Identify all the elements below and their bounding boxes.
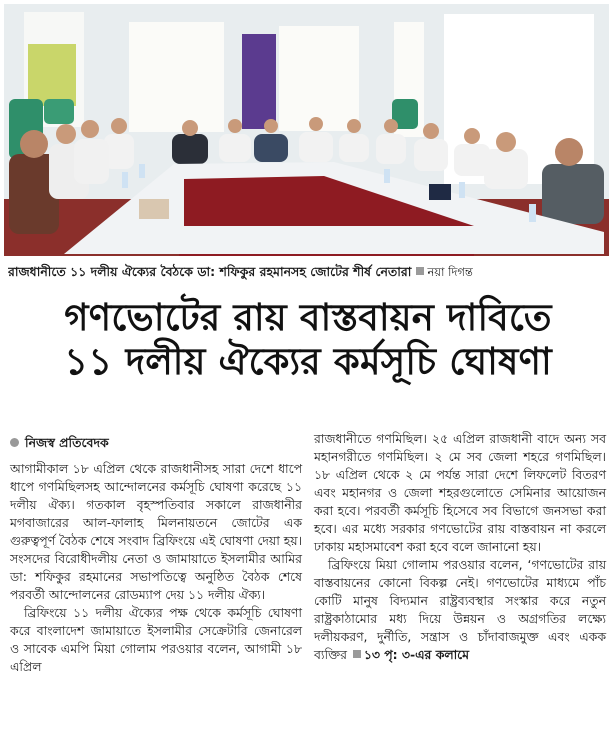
news-photo: [4, 4, 609, 256]
person-front-right: [542, 164, 604, 224]
article-paragraph: রাজধানীতে গণমিছিল। ২৫ এপ্রিল রাজধানী বাদে অন্য সব মহানগরীতে গণমিছিল। ২ মে সব জেলা শহরে গণমিছিল। ১৮ এপ্রিল থেকে ২ মে পর্যন্ত সারা দেশে লিফলেট বিতরণ এবং মহানগর ও জেলা শহরগুলোতে সেমিনার আয়োজন করা হবে। পরবর্তী কর্মসূচি হিসেবে সব বিভাগে জনসভা করা হবে। এর মধ্যে সরকার গণভোটের রায় বাস্তবায়ন না করলে ঢাকায় মহাসমাবেশ করা হবে বলে জানানো হয়।: [314, 431, 606, 554]
curtain-1: [129, 22, 224, 132]
photo-caption: [8, 262, 608, 282]
continuation-jump[interactable]: [351, 647, 469, 662]
article-column-right: [314, 430, 606, 664]
curtain-2: [279, 26, 359, 131]
wall-poster: [28, 44, 76, 106]
meeting-photo-illustration: [4, 4, 609, 256]
square-bullet-icon: [416, 267, 424, 275]
jump-text: ১৩ পৃ: ৩-এর কলামে: [363, 647, 470, 662]
article-paragraph: আগামীকাল ১৮ এপ্রিল থেকে রাজধানীসহ সারা দেশে ধাপে ধাপে গণমিছিলসহ আন্দোলনের কর্মসূচি ঘোষণা করেছে ১১ দলীয় ঐক্য। গতকাল বৃহস্পতিবার সকালে রাজধানীর মগবাজারের আল-ফালাহ মিলনায়তনে জোটের এক গুরুত্বপূর্ণ বৈঠক শেষে সংবাদ ব্রিফিংয়ে এই ঘোষণা দেয়া হয়। সংসদের বিরোধীদলীয় নেতা ও জামায়াতে ইসলামীর আমির ডা: শফিকুর রহমানের সভাপতিত্বে অনুষ্ঠিত বৈঠক শেষে পরবর্তী আন্দোলনের রোডম্যাপ দেয় ১১ দলীয় ঐক্য।: [10, 461, 302, 602]
article-paragraph-text: ব্রিফিংয়ে মিয়া গোলাম পরওয়ার বলেন, ‘গণভোটের রায় বাস্তবায়নের কোনো বিকল্প নেই। গণভোটের মাধ্যমে পাঁচ কোটি মানুষ বিদ্যমান রাষ্ট্রব্যবস্থার সংস্কার করে নতুন রাষ্ট্রকাঠামোর মধ্য দিয়ে উন্নয়ন ও অগ্রগতির লক্ষ্যে দলীয়করণ, দুর্নীতি, সন্ত্রাস ও চাঁদাবাজমুক্ত এবং একক ব্যক্তির: [314, 557, 606, 662]
bullet-dot-icon: [10, 438, 19, 447]
headline-line-2: ১১ দলীয় ঐক্যের কর্মসূচি ঘোষণা: [64, 340, 552, 383]
article-paragraph: [314, 556, 606, 664]
green-chair-left-2: [44, 99, 74, 124]
tissue-box-right: [429, 184, 451, 200]
caption-text: রাজধানীতে ১১ দলীয় ঐক্যের বৈঠকে ডা: শফিকুর রহমানসহ জোটের শীর্ষ নেতারা: [8, 264, 412, 279]
headline-line-1: গণভোটের রায় বাস্তবায়ন দাবিতে: [64, 296, 552, 339]
article-column-left: [10, 460, 302, 676]
photo-credit: নয়া দিগন্ত: [427, 265, 473, 279]
purple-banner: [242, 34, 276, 129]
headline: [8, 296, 608, 384]
byline-text: নিজস্ব প্রতিবেদক: [25, 435, 109, 450]
tissue-box: [139, 199, 169, 219]
article-paragraph: ব্রিফিংয়ে ১১ দলীয় ঐক্যের পক্ষ থেকে কর্মসূচি ঘোষণা করে বাংলাদেশ জামায়াতে ইসলামীর সেক্রেটারি জেনারেল ও সাবেক এমপি মিয়া গোলাম পরওয়ার বলেন, আগামী ১৮ এপ্রিল: [10, 605, 302, 674]
square-bullet-icon: [353, 650, 361, 658]
byline: [10, 434, 300, 452]
